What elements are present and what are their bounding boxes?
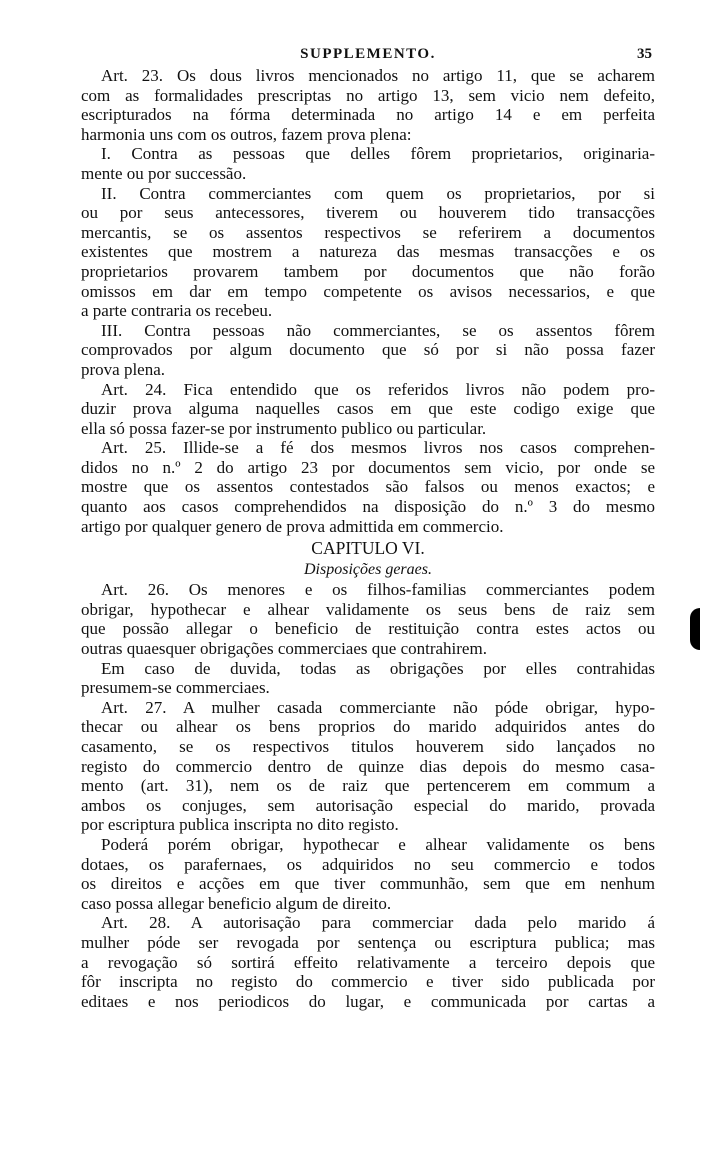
text-line: Art. 26. Os menores e os filhos-familias commerciantes podem <box>101 580 655 600</box>
running-head <box>81 44 655 66</box>
text-line: Art. 28. A autorisação para commerciar dada pelo marido á <box>101 913 655 933</box>
text-line: quanto aos casos comprehendidos na disposição do n.º 3 do mesmo <box>81 497 655 517</box>
text-line: mostre que os assentos contestados são falsos ou menos exactos; e <box>81 477 655 497</box>
text-line: Art. 23. Os dous livros mencionados no artigo 11, que se acharem <box>101 66 655 85</box>
paragraph <box>81 66 655 144</box>
paragraph <box>81 698 655 835</box>
text-line: didos no n.º 2 do artigo 23 por documentos sem vicio, por onde se <box>81 457 655 477</box>
chapter-heading: CAPITULO VI. <box>311 538 425 559</box>
text-line: escripturados na fórma determinada no artigo 14 e em perfeita <box>81 105 655 125</box>
text-line: existentes que mostrem a natureza das mesmas transacções e os <box>81 242 655 262</box>
text-line: comprovados por algum documento que só por si não possa fazer <box>81 340 655 360</box>
text-line: fôr inscripta no registo do commercio e tiver sido publicada por <box>81 972 655 992</box>
text-line: Art. 27. A mulher casada commerciante não póde obrigar, hypo- <box>101 697 655 717</box>
margin-ink-mark <box>690 608 700 650</box>
paragraph <box>81 144 655 183</box>
text-line: Art. 24. Fica entendido que os referidos livros não podem pro- <box>101 379 655 399</box>
page-number: 35 <box>637 46 652 62</box>
text-line: harmonia uns com os outros, fazem prova plena: <box>81 124 412 144</box>
text-line: ambos os conjuges, sem autorisação especial do marido, provada <box>81 795 655 815</box>
text-line: mercantis, se os assentos respectivos se referirem a documentos <box>81 222 655 242</box>
text-line: obrigar, hypothecar e alhear validamente os seus bens de raiz sem <box>81 599 655 619</box>
text-line: I. Contra as pessoas que delles fôrem proprietarios, originaria- <box>101 144 655 164</box>
text-line: III. Contra pessoas não commerciantes, se os assentos fôrem <box>101 320 655 340</box>
paragraph <box>81 184 655 321</box>
text-line: a parte contraria os recebeu. <box>81 301 273 321</box>
text-line: Art. 25. Illide-se a fé dos mesmos livros nos casos comprehen- <box>101 438 655 458</box>
text-line: a revogação só sortirá effeito relativamente a terceiro depois que <box>81 952 655 972</box>
text-line: II. Contra commerciantes com quem os proprietarios, por si <box>101 183 655 203</box>
text-line: artigo por qualquer genero de prova admittida em commercio. <box>81 516 504 536</box>
running-title: SUPPLEMENTO. <box>300 46 436 62</box>
paragraph <box>81 438 655 536</box>
text-line: thecar ou alhear os bens proprios do marido adquiridos antes do <box>81 717 655 737</box>
text-line: casamento, se os respectivos titulos houverem sido lançados no <box>81 737 655 756</box>
paragraph <box>81 380 655 439</box>
text-line: os direitos e acções em que tiver communhão, sem que em nenhum <box>81 874 655 894</box>
text-line: com as formalidades prescriptas no artigo 13, sem vicio nem defeito, <box>81 85 655 105</box>
document-page <box>81 44 655 1011</box>
text-line: mulher póde ser revogada por sentença ou escriptura publica; mas <box>81 932 655 952</box>
text-line: ella só possa fazer-se por instrumento publico ou particular. <box>81 418 487 438</box>
text-line: registo do commercio dentro de quinze dias depois do mesmo casa- <box>81 756 655 776</box>
text-line: omissos em dar em tempo competente os avisos necessarios, e que <box>81 281 655 301</box>
text-line: presumem-se commerciaes. <box>81 678 270 698</box>
text-line: Poderá porém obrigar, hypothecar e alhear validamente os bens <box>101 834 655 854</box>
text-line: dotaes, os parafernaes, os adquiridos no seu commercio e todos <box>81 854 655 874</box>
paragraph <box>81 913 655 1011</box>
document-body <box>81 66 655 1011</box>
text-line: ou por seus antecessores, tiverem ou houverem tido transacções <box>81 203 655 223</box>
text-line: caso possa allegar beneficio algum de direito. <box>81 893 392 913</box>
text-line: duzir prova alguma naquelles casos em que este codigo exige que <box>81 399 655 419</box>
paragraph <box>81 321 655 380</box>
text-line: mente ou por successão. <box>81 163 247 183</box>
text-line: outras quaesquer obrigações commerciaes que contrahirem. <box>81 639 487 659</box>
text-line: proprietarios provarem tambem por documentos que não forão <box>81 261 655 281</box>
chapter-subtitle: Disposições geraes. <box>304 561 432 579</box>
text-line: que possão allegar o beneficio de restituição contra estes actos ou <box>81 619 655 639</box>
text-line: mento (art. 31), nem os de raiz que pertencerem em commum a <box>81 776 655 796</box>
text-line: editaes e nos periodicos do lugar, e communicada por cartas a <box>81 991 655 1011</box>
text-line: por escriptura publica inscripta no dito registo. <box>81 815 399 835</box>
paragraph <box>81 659 655 698</box>
text-line: Em caso de duvida, todas as obrigações por elles contrahidas <box>101 658 655 678</box>
paragraph <box>81 580 655 658</box>
paragraph <box>81 835 655 913</box>
text-line: prova plena. <box>81 359 166 379</box>
